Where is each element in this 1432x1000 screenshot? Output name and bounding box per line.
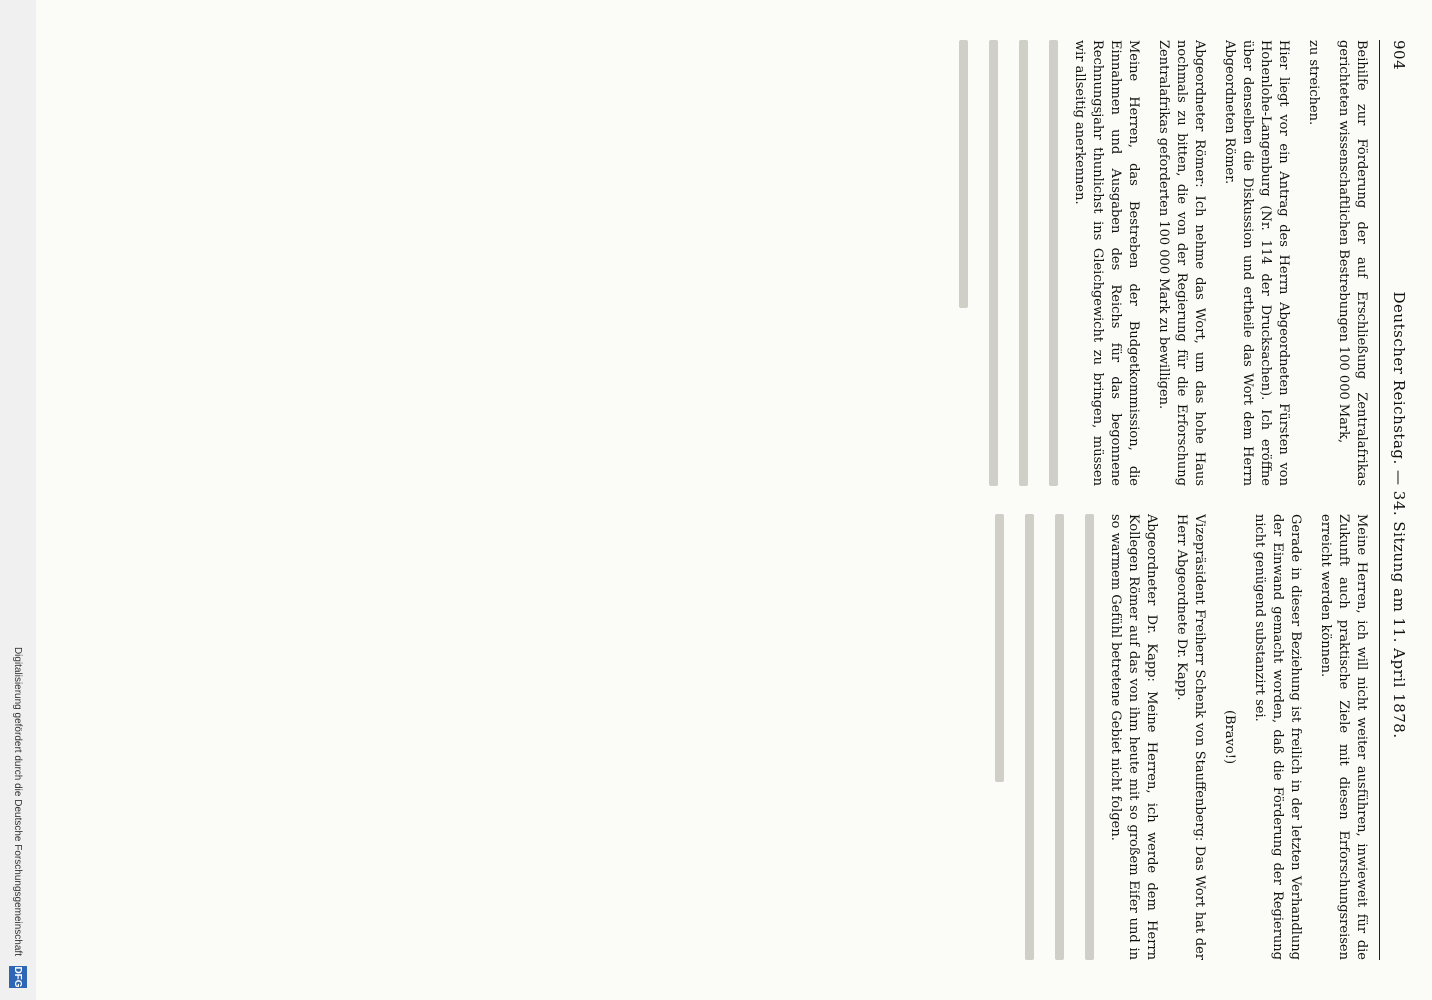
paragraph: Meine Herren, das Bestreben der Budgetkommission, die Einnahmen und Ausgaben des Reichs für das begonnene Rechnungsjahr thunlichst ins Gleichgewicht zu bringen, müssen wir allseitig anerkennen. — [1072, 40, 1141, 486]
paragraph: Gerade in dieser Beziehung ist freilich in der letzten Verhandlung der Einwand gemacht worden, daß die Förderung der Regierung nicht genügend substanzirt sei. — [1252, 514, 1303, 960]
dfg-logo-icon: DFG — [9, 966, 27, 988]
text-line — [989, 40, 998, 486]
text-line — [1025, 514, 1034, 960]
text-line — [1085, 514, 1094, 960]
text-line — [1055, 514, 1064, 960]
paragraph: Meine Herren, ich will nicht weiter ausführen, inwieweit für die Zukunft auch praktische Ziele mit diesen Erforschungsreisen erreicht werden können. — [1318, 514, 1369, 960]
text-line — [1049, 40, 1058, 486]
paragraph: Beihilfe zur Förderung der auf Erschließung Zentralafrikas gerichteten wissenschaftlichen Bestrebungen 100 000 Mark, — [1336, 40, 1369, 486]
footer-credit: Digitalisierung gefördert durch die Deutsche Forschungsgemeinschaft — [12, 646, 24, 956]
paragraph: Abgeordneter Römer: Ich nehme das Wort, um das hohe Haus nochmals zu bitten, die von der Regierung für die Erforschung Zentralafrikas geforderten 100 000 Mark zu bewilligen. — [1156, 40, 1207, 486]
paragraph: Hier liegt vor ein Antrag des Herrn Abgeordneten Fürsten von Hohenlohe-Langenburg (Nr. 114 der Drucksachen). Ich eröffne über denselben die Diskussion und ertheile das Wort dem Herrn Abgeordneten Römer. — [1222, 40, 1291, 486]
text-line — [959, 40, 968, 308]
text-line — [1019, 40, 1028, 486]
footer-ribbon — [0, 0, 36, 1000]
column-left — [56, 40, 1370, 486]
page-number: 904 — [1390, 40, 1408, 71]
paragraph: Abgeordneter Dr. Kapp: Meine Herren, ich werde dem Herrn Kollegen Römer auf das von ihm heute mit so großem Eifer und in so warmem Gefühl betretene Gebiet nicht folgen. — [1108, 514, 1159, 960]
paragraph: Vizepräsident Freiherr Schenk von Stauffenberg: Das Wort hat der Herr Abgeordnete Dr. Kapp. — [1174, 514, 1207, 960]
text-columns — [56, 40, 1370, 960]
paragraph: (Bravo!) — [1222, 709, 1237, 765]
header-title: Deutscher Reichstag. — 34. Sitzung am 11. April 1878. — [1390, 291, 1408, 739]
header-rule — [1379, 40, 1380, 960]
page-header — [1384, 40, 1414, 960]
paragraph: zu streichen. — [1306, 40, 1321, 126]
text-line — [995, 514, 1004, 782]
column-right — [56, 514, 1370, 960]
